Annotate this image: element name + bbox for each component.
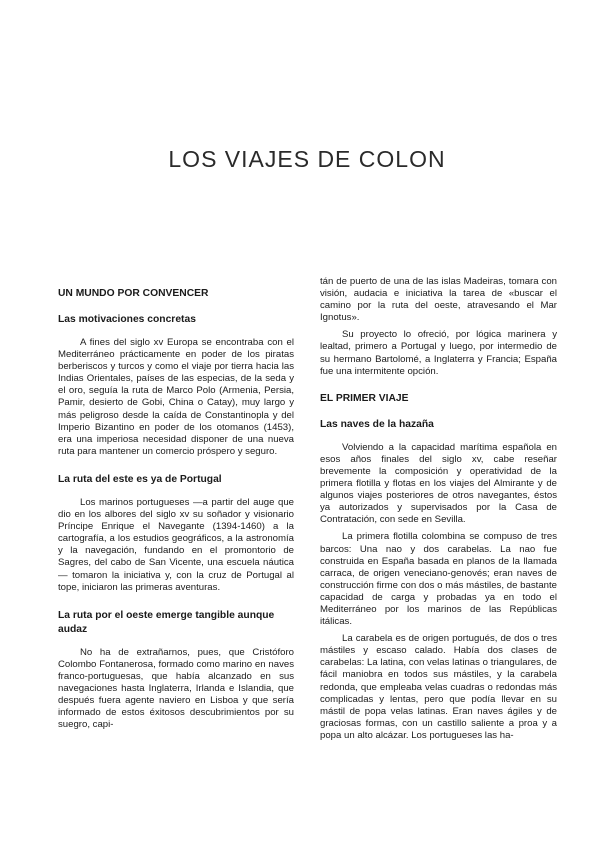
- paragraph-motivaciones: A fines del siglo xv Europa se encontraba con el Mediterráneo prácticamente en poder de los piratas berberiscos y turcos y como el viaje por tierra hacia las Indias Orientales, países de las especias, de la seda y el oro, seguía la ruta de Marco Polo (Armenia, Persia, Pamir, desierto de Gobi, China o Catay), muy largo y más peligroso desde la caída de Constantinopla y del Imperio Bizantino en poder de los otomanos (1453), era una imperiosa necesidad disponer de una nueva ruta para mantener un comercio próspero y seguro.: [58, 337, 294, 457]
- paragraph-capacidad: Volviendo a la capacidad marítima española en esos años finales del siglo xv, cabe reseñar brevemente la composición y operatividad de la primera flotilla y flotas en los viajes del Almirante y de algunos viajes posteriores de otros navegantes, éstos ya autorizados y supervisados por la Casa de Contratación, con sede en Sevilla.: [320, 441, 557, 526]
- paragraph-flotilla: La primera flotilla colombina se compuso de tres barcos: Una nao y dos carabelas. La nao fue construida en España basada en planos de la llamada carraca, de origen veneciano-genovés; eran naves de construcción firme con dos o más mástiles, de bastante capacidad de carga y probadas ya en todo el Mediterráneo por los marinos de las Repúblicas itálicas.: [320, 531, 557, 628]
- paragraph-carabela: La carabela es de origen portugués, de dos o tres mástiles y escaso calado. Había dos clases de carabelas: La latina, con velas latinas o triangulares, de fácil maniobra en todos sus mástiles, y la carabela redonda, que empleaba velas cuadras o redondas más complicadas y lentas, pero que podía llevar en su mástil de popa velas latinas. Eran naves ágiles y de graciosas formas, con un castillo saliente a proa y a popa un alto alcázar. Los portugueses las ha-: [320, 633, 557, 741]
- left-column: [58, 288, 294, 736]
- subheading-ruta-este: La ruta del este es ya de Portugal: [58, 473, 222, 485]
- subheading-motivaciones: Las motivaciones concretas: [58, 314, 196, 325]
- right-column: [320, 276, 557, 747]
- section-heading-un-mundo: UN MUNDO POR CONVENCER: [58, 288, 209, 299]
- section-heading-primer-viaje: EL PRIMER VIAJE: [320, 392, 409, 404]
- page-title: LOS VIAJES DE COLON: [168, 146, 446, 172]
- paragraph-ruta-oeste: No ha de extrañarnos, pues, que Cristóforo Colombo Fontanerosa, formado como marino en naves franco-portuguesas, que había alcanzado en sus navegaciones hasta Inglaterra, Irlanda e Islandia, que después fuera agente naviero en Lisboa y que sería informado de estos éxitosos descubrimientos por su suegro, capi-: [58, 646, 294, 731]
- paragraph-ruta-este: Los marinos portugueses —a partir del auge que dio en los albores del siglo xv su soñador y visionario Príncipe Enrique el Navegante (1394-1460) a la cartografía, a los estudios geográficos, a la astronomía y la navegación, fundando en el promontorio de Sagres, del cabo de San Vicente, una escuela náutica— tomaron la iniciativa y, con la cruz de Portugal al tope, iniciaron las primeras aventuras.: [58, 496, 294, 593]
- paragraph-proyecto: Su proyecto lo ofreció, por lógica marinera y lealtad, primero a Portugal y luego, por intermedio de su hermano Bartolomé, a Inglaterra y Francia; España fue una intermitente opción.: [320, 329, 557, 377]
- subheading-ruta-oeste: La ruta por el oeste emerge tangible aunque audaz: [58, 609, 275, 635]
- paragraph-continuation: tán de puerto de una de las islas Madeiras, tomara con visión, audacia e iniciativa la tarea de «buscar el camino por la ruta del oeste, atravesando el Mar Ignotus».: [320, 276, 557, 324]
- subheading-naves: Las naves de la hazaña: [320, 418, 434, 430]
